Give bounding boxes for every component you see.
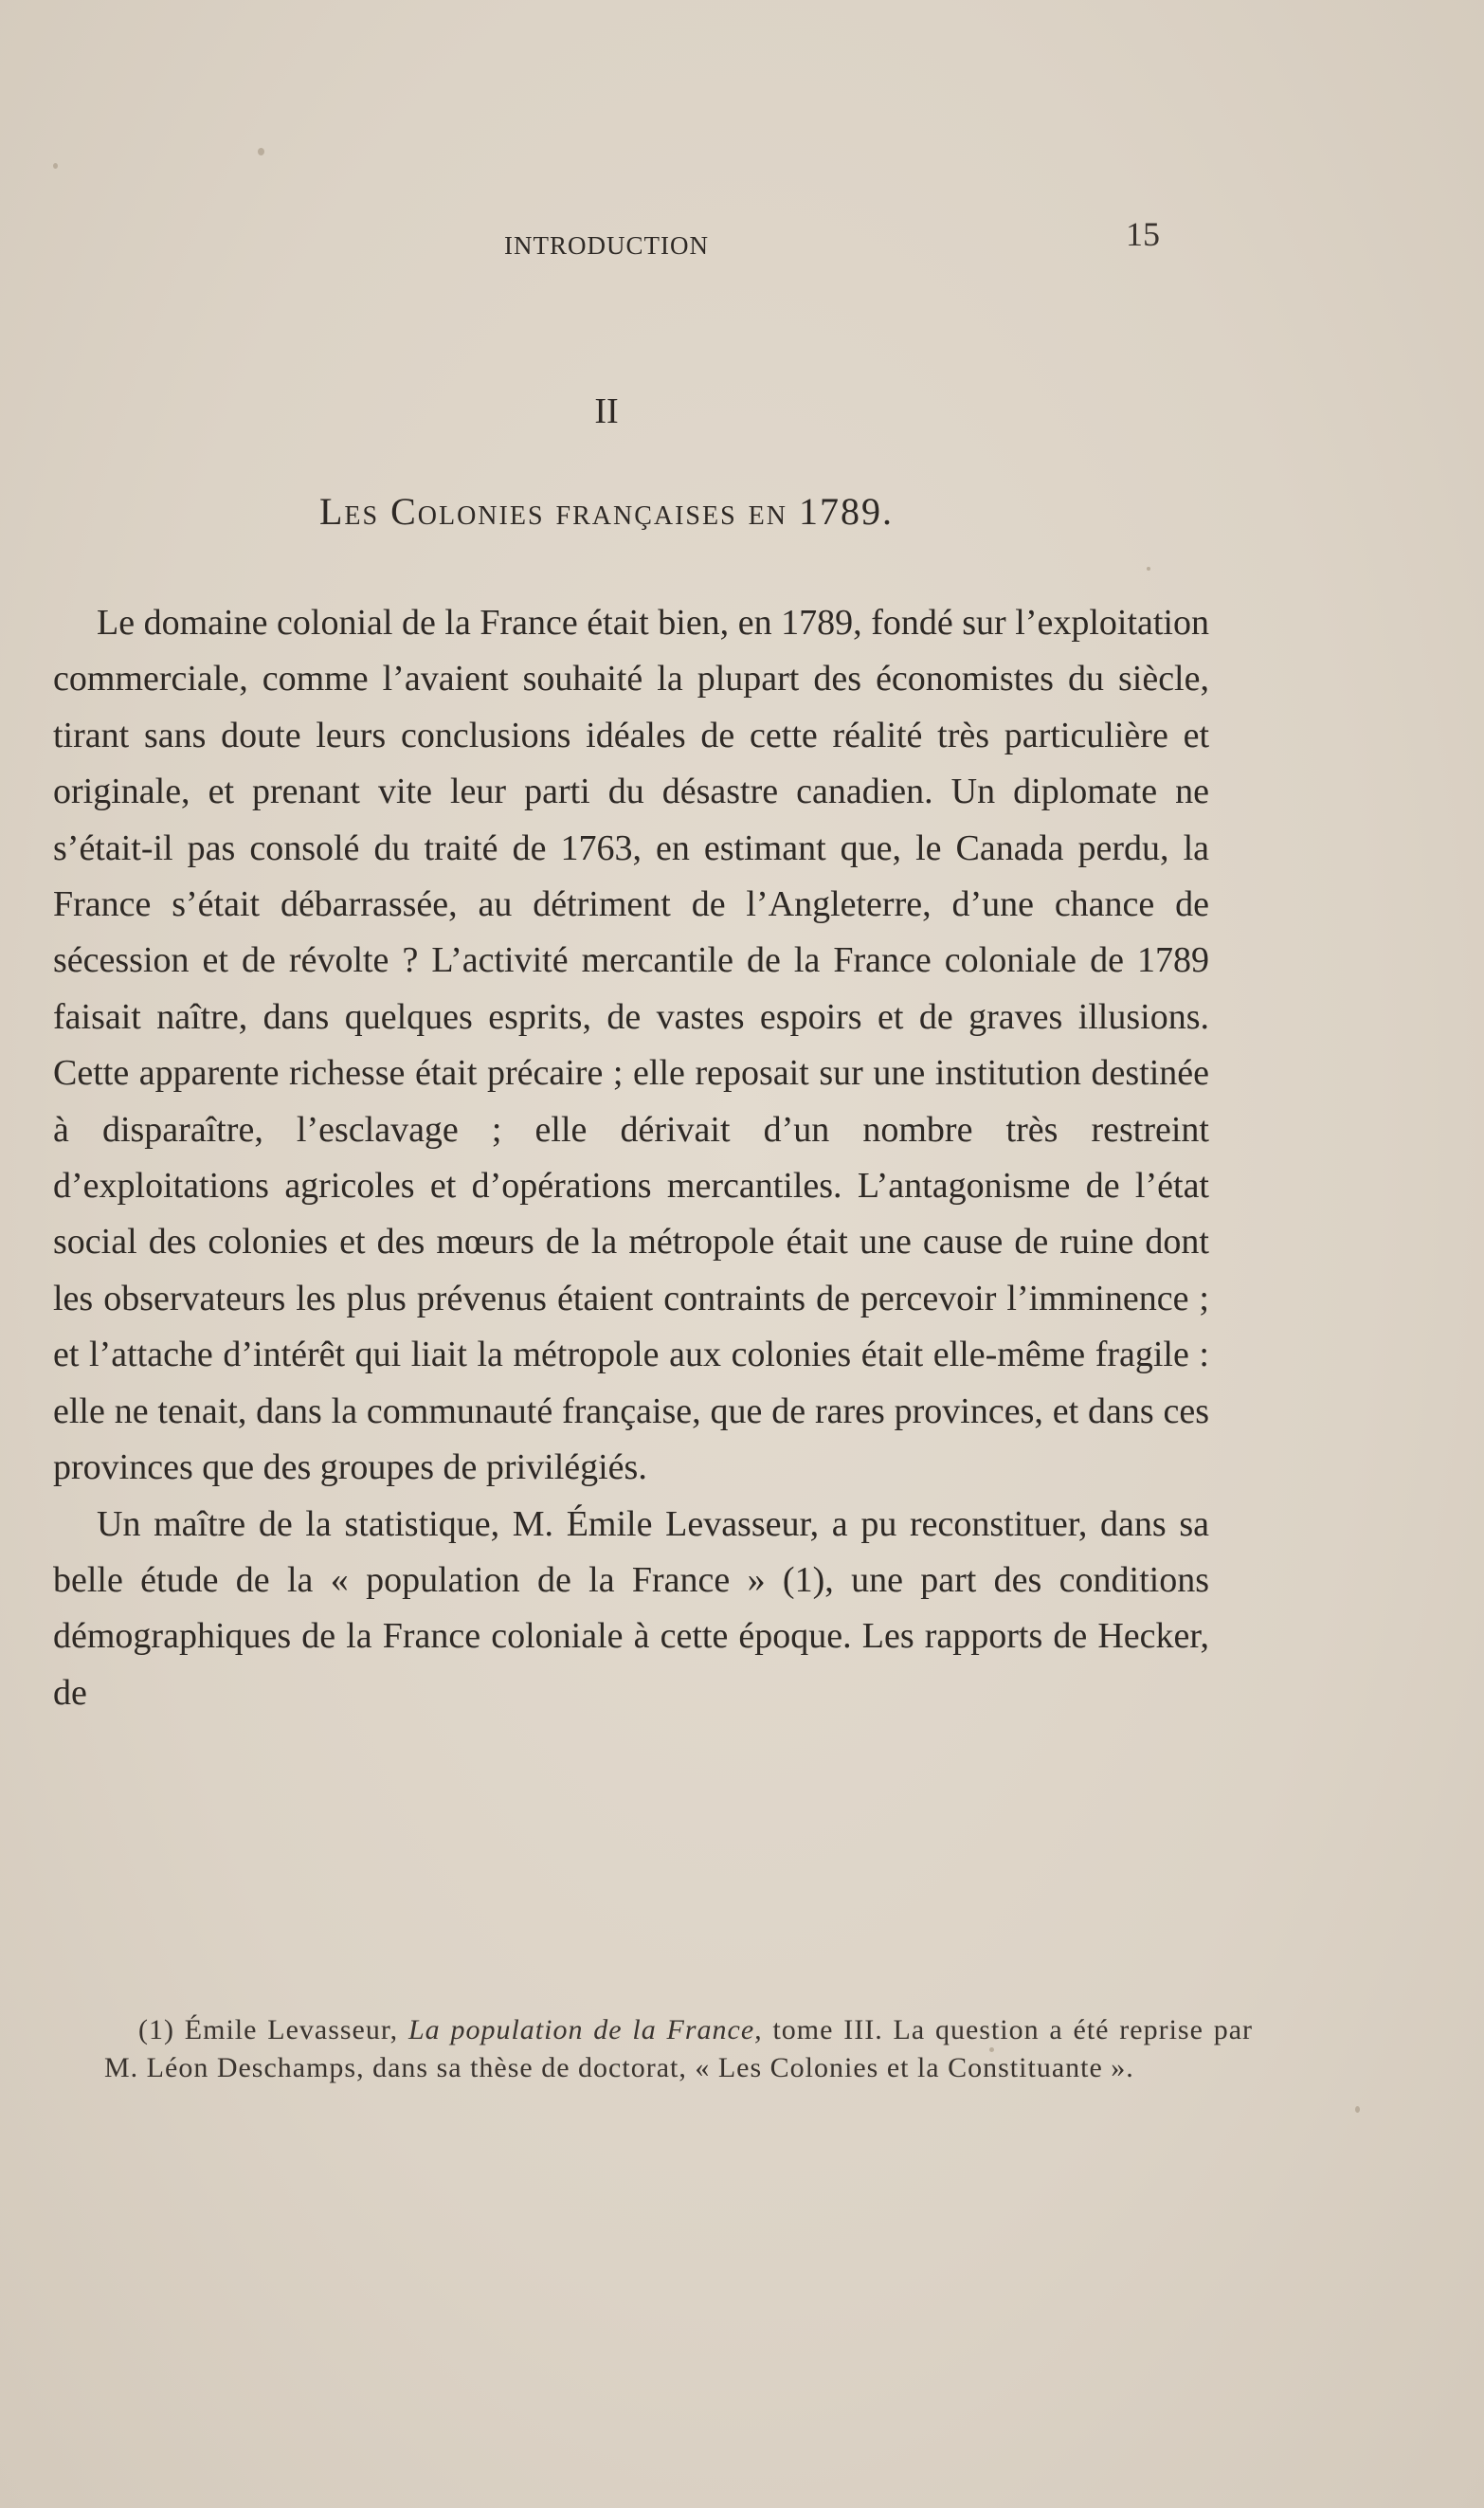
page-number: 15 <box>1126 215 1160 253</box>
footnote-text: tome III. La question a été reprise par M. Léon Deschamps, dans sa thèse de doctorat, « Les Colonies et la Constituante ». <box>104 2014 1254 2083</box>
running-title: INTRODUCTION <box>504 231 709 260</box>
paragraph: Le domaine colonial de la France était bien, en 1789, fondé sur l’exploitation commerciale, comme l’avaient souhaité la plupart des économistes du siècle, tirant sans doute leurs conclusions idéales de cette réalité très particulière et originale, et prenant vite leur parti du désastre canadien. Un diplomate ne s’était-il pas consolé du traité de 1763, en estimant que, le Canada perdu, la France s’était débarrassée, au détriment de l’Angleterre, d’une chance de sécession et de révolte ? L’activité mercantile de la France coloniale de 1789 faisait naître, dans quelques esprits, de vastes espoirs et de graves illusions. Cette apparente richesse était précaire ; elle reposait sur une institution destinée à disparaître, l’esclavage ; elle dérivait d’un nombre très restreint d’exploitations agricoles et d’opérations mercantiles. L’antagonisme de l’état social des colonies et des mœurs de la métropole était une cause de ruine dont les observateurs les plus prévenus étaient contraints de percevoir l’imminence ; et l’attache d’intérêt qui liait la métropole aux colonies était elle-même fragile : elle ne tenait, dans la communauté française, que de rares provinces, et dans ces provinces que des groupes de privilégiés. <box>53 603 1209 1488</box>
section-title: Les Colonies françaises en 1789. <box>318 490 895 533</box>
paper-speck <box>53 163 58 169</box>
footnote <box>104 2011 1253 2087</box>
footnote-work-title: La population de la France, <box>407 2014 763 2045</box>
section-numeral: II <box>594 391 619 431</box>
paragraph: Un maître de la statistique, M. Émile Levasseur, a pu reconstituer, dans sa belle étude de la « population de la France » (1), une part des conditions démographiques de la France coloniale à cette époque. Les rapports de Hecker, de <box>53 1503 1209 1713</box>
footnote-author: Émile Levasseur, <box>184 2014 399 2045</box>
footnote-marker: (1) <box>138 2014 174 2045</box>
paper-speck <box>258 148 264 155</box>
body-text <box>53 595 1209 1721</box>
paper-speck <box>989 2047 994 2052</box>
paper-speck <box>1355 2106 1360 2113</box>
paper-speck <box>1147 567 1150 571</box>
